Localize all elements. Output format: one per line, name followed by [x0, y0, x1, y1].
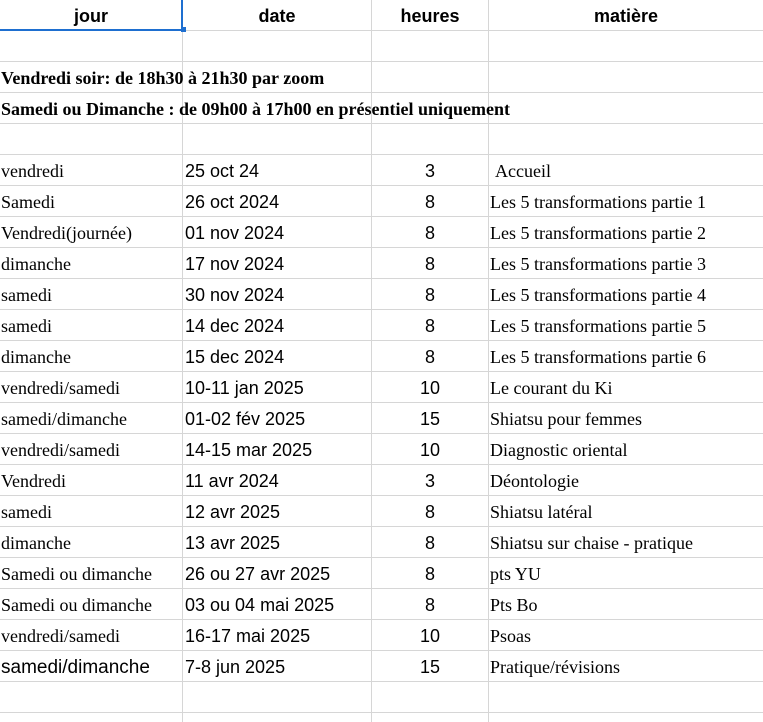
cell-date[interactable]: 17 nov 2024	[185, 254, 285, 274]
cell-heures[interactable]: 15	[419, 409, 441, 429]
header-heures[interactable]: heures	[400, 6, 460, 26]
cell-jour[interactable]: Samedi ou dimanche	[1, 564, 152, 584]
cell-heures[interactable]: 8	[424, 595, 435, 615]
cell-jour[interactable]: Vendredi	[1, 471, 66, 491]
cell-date[interactable]: 15 dec 2024	[185, 347, 285, 367]
cell-heures[interactable]: 8	[424, 502, 435, 522]
table-row	[0, 217, 763, 248]
schedule-note-weekend[interactable]: Samedi ou Dimanche : de 09h00 à 17h00 en présentiel uniquement	[1, 99, 511, 119]
cell-date[interactable]: 13 avr 2025	[185, 533, 281, 553]
table-row	[0, 186, 763, 217]
cell-matiere[interactable]: Shiatsu sur chaise - pratique	[490, 533, 693, 553]
table-row	[0, 434, 763, 465]
cell-matiere[interactable]: Pratique/révisions	[490, 657, 620, 677]
cell-heures[interactable]: 8	[424, 347, 435, 367]
cell-jour[interactable]: samedi/dimanche	[1, 657, 150, 678]
cell-jour[interactable]: dimanche	[1, 347, 71, 367]
table-row	[0, 527, 763, 558]
cell-matiere[interactable]: Shiatsu pour femmes	[490, 409, 642, 429]
cell-matiere[interactable]: pts YU	[490, 564, 541, 584]
cell-jour[interactable]: samedi/dimanche	[1, 409, 127, 429]
cell-jour[interactable]: Samedi ou dimanche	[1, 595, 152, 615]
cell-heures[interactable]: 15	[419, 657, 441, 677]
cell-matiere[interactable]: Psoas	[490, 626, 532, 646]
cell-matiere[interactable]: Diagnostic oriental	[490, 440, 628, 460]
cell-date[interactable]: 26 ou 27 avr 2025	[185, 564, 331, 584]
cell-date[interactable]: 01-02 fév 2025	[185, 409, 306, 429]
cell-jour[interactable]: vendredi	[1, 161, 64, 181]
header-jour[interactable]: jour	[74, 6, 108, 26]
cell-heures[interactable]: 8	[424, 285, 435, 305]
table-row	[0, 248, 763, 279]
cell-date[interactable]: 03 ou 04 mai 2025	[185, 595, 335, 615]
cell-heures[interactable]: 8	[424, 192, 435, 212]
cell-matiere[interactable]: Les 5 transformations partie 4	[490, 285, 706, 305]
row-divider	[0, 61, 763, 62]
table-row	[0, 496, 763, 527]
cell-date[interactable]: 01 nov 2024	[185, 223, 285, 243]
header-row	[0, 0, 763, 31]
cell-date[interactable]: 10-11 jan 2025	[185, 378, 304, 398]
header-matiere[interactable]: matière	[593, 6, 659, 26]
cell-heures[interactable]: 3	[424, 471, 435, 491]
cell-jour[interactable]: vendredi/samedi	[1, 626, 120, 646]
cell-matiere[interactable]: Pts Bo	[490, 595, 538, 615]
cell-heures[interactable]: 8	[424, 564, 435, 584]
cell-heures[interactable]: 10	[419, 440, 441, 460]
table-row	[0, 465, 763, 496]
cell-date[interactable]: 26 oct 2024	[185, 192, 280, 212]
cell-heures[interactable]: 10	[419, 378, 441, 398]
cell-matiere[interactable]: Les 5 transformations partie 6	[490, 347, 706, 367]
cell-date[interactable]: 25 oct 24	[185, 161, 260, 181]
cell-heures[interactable]: 8	[424, 254, 435, 274]
cell-jour[interactable]: dimanche	[1, 533, 71, 553]
cell-matiere[interactable]: Accueil	[495, 161, 551, 181]
schedule-note-friday[interactable]: Vendredi soir: de 18h30 à 21h30 par zoom	[1, 68, 325, 88]
row-divider	[0, 712, 763, 713]
cell-matiere[interactable]: Les 5 transformations partie 1	[490, 192, 706, 212]
cell-heures[interactable]: 10	[419, 626, 441, 646]
cell-matiere[interactable]: Les 5 transformations partie 3	[490, 254, 706, 274]
table-row	[0, 310, 763, 341]
table-row	[0, 558, 763, 589]
cell-date[interactable]: 7-8 jun 2025	[185, 657, 286, 677]
cell-matiere[interactable]: Le courant du Ki	[490, 378, 613, 398]
cell-heures[interactable]: 8	[424, 223, 435, 243]
table-row	[0, 155, 763, 186]
cell-jour[interactable]: Vendredi(journée)	[1, 223, 132, 243]
cell-matiere[interactable]: Shiatsu latéral	[490, 502, 593, 522]
cell-date[interactable]: 11 avr 2024	[185, 471, 279, 491]
table-row	[0, 651, 763, 682]
table-row	[0, 589, 763, 620]
cell-matiere[interactable]: Les 5 transformations partie 5	[490, 316, 706, 336]
cell-date[interactable]: 14-15 mar 2025	[185, 440, 313, 460]
cell-date[interactable]: 14 dec 2024	[185, 316, 285, 336]
cell-date[interactable]: 12 avr 2025	[185, 502, 281, 522]
header-date[interactable]: date	[258, 6, 296, 26]
table-row	[0, 279, 763, 310]
cell-heures[interactable]: 8	[424, 533, 435, 553]
cell-jour[interactable]: Samedi	[1, 192, 55, 212]
cell-jour[interactable]: dimanche	[1, 254, 71, 274]
cell-jour[interactable]: vendredi/samedi	[1, 378, 120, 398]
table-row	[0, 372, 763, 403]
cell-date[interactable]: 16-17 mai 2025	[185, 626, 311, 646]
table-row	[0, 341, 763, 372]
cell-matiere[interactable]: Les 5 transformations partie 2	[490, 223, 706, 243]
cell-matiere[interactable]: Déontologie	[490, 471, 579, 491]
cell-heures[interactable]: 8	[424, 316, 435, 336]
table-row	[0, 620, 763, 651]
cell-jour[interactable]: samedi	[1, 285, 52, 305]
cell-jour[interactable]: vendredi/samedi	[1, 440, 120, 460]
cell-jour[interactable]: samedi	[1, 316, 52, 336]
cell-date[interactable]: 30 nov 2024	[185, 285, 285, 305]
cell-jour[interactable]: samedi	[1, 502, 52, 522]
table-row	[0, 403, 763, 434]
cell-heures[interactable]: 3	[424, 161, 435, 181]
